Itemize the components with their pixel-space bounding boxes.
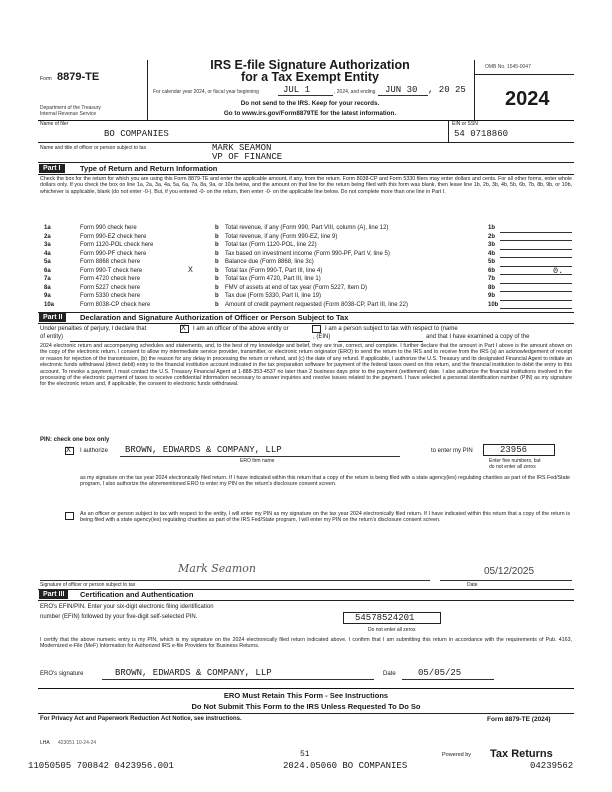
period-prefix: For calendar year 2024, or fiscal year beginning [153,89,259,95]
amount-value[interactable]: 0. [553,265,564,276]
line-description: Amount of credit payment requested (Form 8038-CP, Part III, line 22) [225,301,408,308]
officer-checkbox[interactable]: X [181,324,186,333]
period-year: , 20 25 [428,85,466,95]
page-number: 51 [300,750,310,759]
brand-logo: Tax Returns [490,748,553,760]
footer-company: 2024.05060 BO COMPANIES [283,761,408,771]
amount-line-number: 10b [488,301,499,308]
part-1-line-8a [0,284,612,293]
line-b-letter: b [215,293,219,300]
signature-label: Signature of officer or person subject to tax [40,582,136,588]
line-b-letter: b [215,259,219,266]
officer-signature[interactable]: Mark Seamon [178,562,256,575]
amount-line-number: 3b [488,242,496,249]
part-1-line-1a [0,224,612,233]
line-number: 4a [44,250,51,257]
officer-sign-date[interactable]: 05/12/2025 [484,566,535,577]
line-b-letter: b [215,242,219,249]
line-number: 7a [44,276,51,283]
line-number: 1a [44,225,51,231]
part-1-line-5a [0,258,612,267]
ero-pin-checkbox[interactable]: X [66,446,71,455]
person-subject-text: I am a person subject to tax with respect to (name [325,326,458,332]
ero-firm-label: ERO firm name [240,458,275,464]
line-b-letter: b [215,284,219,291]
pin-note-1: Enter five numbers, but [489,458,541,464]
retain-notice: ERO Must Retain This Form - See Instructions [223,691,389,700]
form-check-label: Form 990-EZ check here [80,233,147,240]
part-1-title: Type of Return and Return Information [80,164,218,173]
pin-note-2: do not enter all zeros [489,464,536,470]
instructions-link[interactable]: Go to www.irs.gov/Form8879TE for the latest information. [223,110,397,117]
form-code: 423051 10-24-24 [58,740,97,746]
part-1-line-3a [0,241,612,250]
efin-pin-value[interactable]: 54578524201 [355,613,415,623]
part-1-line-7a [0,275,612,284]
powered-by-label: Powered by [442,752,472,758]
line-description: Total tax (Form 1120-POL, line 22) [225,242,317,249]
ero-date[interactable]: 05/05/25 [418,668,462,678]
entity-label: of entity) [40,334,64,340]
amount-line-number: 5b [488,259,496,266]
part-1-line-10a [0,301,612,310]
line-number: 5a [44,259,51,266]
form-subtitle: for a Tax Exempt Entity [241,70,379,84]
part-2-title: Declaration and Signature Authorization of Officer or Person Subject to Tax [80,313,349,322]
form-check-label: Form 5227 check here [80,284,141,291]
efin-label-1: ERO's EFIN/PIN. Enter your six-digit electronic filing identification [40,604,214,610]
lha-label: LHA [40,740,50,746]
line-number: 3a [44,242,51,249]
ein-inline-label: , (EIN) [313,334,331,340]
officer-label: Name and title of officer or person subject to tax [40,145,147,151]
perjury-prefix: Under penalties of perjury, I declare that [40,326,147,332]
declaration-text: 2024 electronic return and accompanying schedules and statements, and, to the best of my knowledge and belief, they are true, correct, and complete. I further declare that the amount in Part I above is the amount shown on the copy of the electronic return. I consent to allow my intermediate service provider, transmitter, or electronic return originator (ERO) to send the return to the IRS and to receive from the IRS (a) an acknowledgement of receipt or reason for rejection of the transmission, (b) the reason for any delay in processing the return or refund, and (c) the date of any refund. If applicable, I authorize the U.S. Treasury and its designated Financial Agent to initiate an electronic funds withdrawal (direct debit) entry to the financial institution account indicated in the tax preparation software for payment of the federal taxes owed on this return, and the financial institution to debit the entry to this account. To revoke a payment, I must contact the U.S. Treasury Financial Agent at 1-888-353-4537 no later than 2 business days prior to the payment (settlement) date. I also authorize the financial institutions involved in the processing of the electronic payment of taxes to receive confidential information necessary to answer inquiries and resolve issues related to the payment. I have selected a personal identification number (PIN) as my signature for the electronic return and, if applicable, the consent to electronic funds withdrawal. [40,343,572,388]
period-end[interactable]: JUN 30 [385,85,418,95]
line-b-letter: b [215,225,219,231]
department: Department of the Treasury [40,105,101,111]
line-description: Total tax (Form 990-T, Part III, line 4) [225,267,323,274]
line-description: Total tax (Form 4720, Part III, line 1) [225,276,321,283]
line-number: 6a [44,267,51,274]
amount-line-number: 1b [488,225,496,231]
form-check-label: Form 8868 check here [80,259,141,266]
line-description: Total revenue, if any (Form 990-EZ, line 9) [225,233,338,240]
line-description: Tax based on investment income (Form 990-PF, Part V, line 5) [225,250,390,257]
line-number: 2a [44,233,51,240]
form-check-label: Form 5330 check here [80,293,141,300]
part-1-instructions: Check the box for the return for which you are using this Form 8879-TE and enter the applicable amount, if any, from the return. Form 8038-CP and Form 5330 filers may enter dollars and cents. For all other forms, enter whole dollars only. If you check the box on line 1a, 2a, 3a, 4a, 5a, 6a, 7a, 8a, 9a, or 10a below, and the amount on that line for the return being filed with this form was blank, then leave line 1b, 2b, 3b, 4b, 5b, 6b, 7b, 8b, 9b, or 10b, whichever is applicable, blank (do not enter -0-). But, if you entered -0- on the return, then enter -0- on the applicable line below. Do not complete more than one line in Part I. [40,176,572,195]
form-check-label: Form 990-PF check here [80,250,147,257]
line-b-letter: b [215,301,219,308]
barcode-id-right: 04239562 [530,761,574,771]
part-1-line-9a [0,292,612,301]
form-check-label: Form 8038-CP check here [80,301,151,308]
ero-signature[interactable]: BROWN, EDWARDS & COMPANY, LLP [115,668,272,678]
part-2-tag: Part II [39,313,66,322]
form-check-label: Form 990 check here [80,225,137,231]
amount-line-number: 9b [488,293,496,300]
part-1-line-6a [0,267,612,276]
amount-line-number: 2b [488,233,496,240]
ero-authorization-text: as my signature on the tax year 2024 electronically filed return. If I have indicated within this return that a copy of the return is being filed with a state agency(ies) regulating charities as part of the IRS Fed/State program, I also authorize the aforementioned ERO to enter my PIN on the return's disclosure consent screen. [80,475,570,488]
line-description: Tax due (Form 5330, Part II, line 19) [225,293,322,300]
form-check-label: Form 4720 check here [80,276,141,283]
ein-label: EIN or SSN [452,121,478,127]
authorize-text: I authorize [80,448,109,454]
amount-line-number: 6b [488,267,496,274]
line-description: Total revenue, if any (Form 990, Part VIII, column (A), line 12) [225,225,389,231]
line-b-letter: b [215,233,219,240]
ero-signature-label: ERO's signature [40,671,84,677]
line-b-letter: b [215,276,219,283]
part-1-line-2a [0,233,612,242]
amount-line-number: 7b [488,276,496,283]
efin-label-2: number (EFIN) followed by your five-digit self-selected PIN. [40,614,198,620]
tax-year: 2024 [505,88,550,110]
form-label: Form [40,76,52,82]
line-number: 10a [44,301,55,308]
period-begin[interactable]: JUL 1 [283,85,311,95]
privacy-notice: For Privacy Act and Paperwork Reduction Act Notice, see instructions. [40,716,242,722]
line-description: FMV of assets at end of tax year (Form 5227, Item D) [225,284,368,291]
amount-line-number: 8b [488,284,496,291]
filer-name-label: Name of filer [40,121,69,127]
amount-line-number: 4b [488,250,496,257]
part-1-line-4a [0,250,612,259]
officer-name[interactable]: MARK SEAMON [212,143,272,153]
certification-text: I certify that the above numeric entry is my PIN, which is my signature on the 2024 electronically filed return indicated above. I confirm that I am submitting this return in accordance with the requirements of Pub. 4163, Modernized e-File (MeF) Information for Authorized IRS e-file Providers for Business Returns. [40,637,572,650]
barcode-id-left: 11050505 700842 0423956.001 [28,761,174,771]
ero-firm-name[interactable]: BROWN, EDWARDS & COMPANY, LLP [125,445,282,455]
line-number: 9a [44,293,51,300]
signature-date-label: Date [467,582,478,588]
self-pin-text: As an officer or person subject to tax with respect to the entity, I will enter my PIN as my signature on the tax year 2024 electronically filed return. If I have indicated within this return that a copy of the return is being filed with a state agency(ies) regulating charities as part of the IRS Fed/State program, I will enter my PIN on the return's disclosure consent screen. [80,511,570,524]
line-number: 8a [44,284,51,291]
pin-value[interactable]: 23956 [500,445,528,455]
line-b-letter: b [215,250,219,257]
form-number: 8879-TE [57,71,100,83]
irs-label: Internal Revenue Service [40,111,97,117]
do-not-submit-notice: Do Not Submit This Form to the IRS Unless Requested To Do So [191,702,421,711]
period-mid: , 2024, and ending [334,89,376,95]
self-pin-checkbox[interactable] [65,512,74,520]
officer-option-text: I am an officer of the above entity or [193,326,289,332]
efin-note: Do not enter all zeros [368,627,416,633]
part-3-tag: Part III [39,590,68,599]
form-title: IRS E-file Signature Authorization [210,58,410,72]
pin-heading: PIN: check one box only [40,437,110,443]
officer-title[interactable]: VP OF FINANCE [212,152,283,162]
form-check-label: Form 1120-POL check here [80,242,154,249]
ero-date-label: Date [383,671,396,677]
filer-name[interactable]: BO COMPANIES [104,129,169,139]
line-b-letter: b [215,267,219,274]
form-reference: Form 8879-TE (2024) [487,716,551,723]
form-checkbox[interactable]: X [188,265,193,275]
to-enter-pin-text: to enter my PIN [431,448,473,454]
form-check-label: Form 990-T check here [80,267,143,274]
person-subject-checkbox[interactable] [312,325,321,333]
omb-number: OMB No. 1545-0047 [485,64,531,70]
do-not-send-notice: Do not send to the IRS. Keep for your records. [240,100,380,107]
part-3-title: Certification and Authentication [80,590,194,599]
line-description: Balance due (Form 8868, line 3c) [225,259,314,266]
ein-value[interactable]: 54 0718860 [454,129,509,139]
part-1-tag: Part I [39,164,65,173]
examined-text: and that I have examined a copy of the [426,334,530,340]
